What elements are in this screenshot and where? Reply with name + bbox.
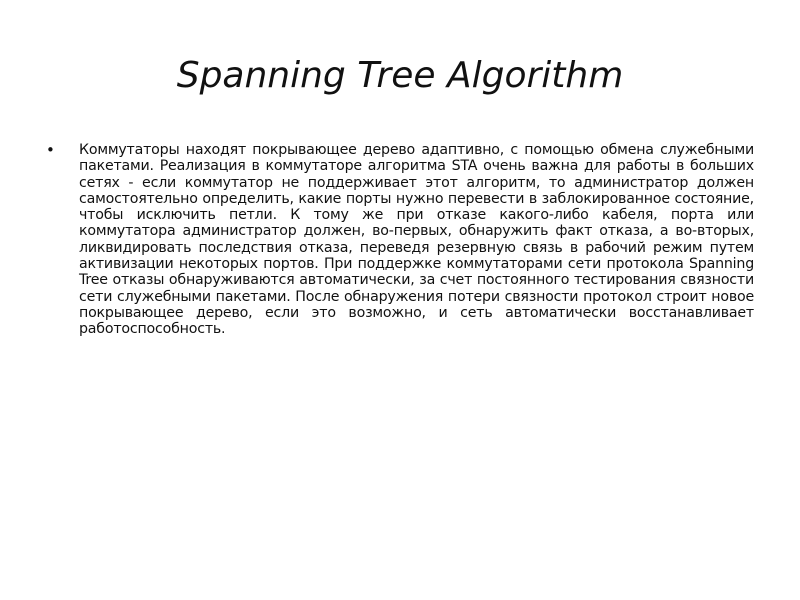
bullet-list (46, 142, 754, 338)
bullet-marker: • (46, 141, 55, 159)
slide-title: Spanning Tree Algorithm (176, 55, 624, 96)
bullet-item (46, 142, 754, 338)
bullet-text: Коммутаторы находят покрывающее дерево адаптивно, с помощью обмена служебными пакетами. Реализация в коммутаторе алгоритма STA очень важна для работы в больших сетях - если коммутатор не поддерживает этот алгоритм, то администратор должен самостоятельно определить, какие порты нужно перевести в заблокированное состояние, чтобы исключить петли. К тому же при отказе какого-либо кабеля, порта или коммутатора администратор должен, во-первых, обнаружить факт отказа, а во-вторых, ликвидировать последствия отказа, переведя резервную связь в рабочий режим путем активизации некоторых портов. При поддержке коммутаторами сети протокола Spanning Tree отказы обнаруживаются автоматически, за счет постоянного тестирования связности сети служебными пакетами. После обнаружения потери связности протокол строит новое покрывающее дерево, если это возможно, и сеть автоматически восстанавливает работоспособность. (79, 142, 754, 338)
